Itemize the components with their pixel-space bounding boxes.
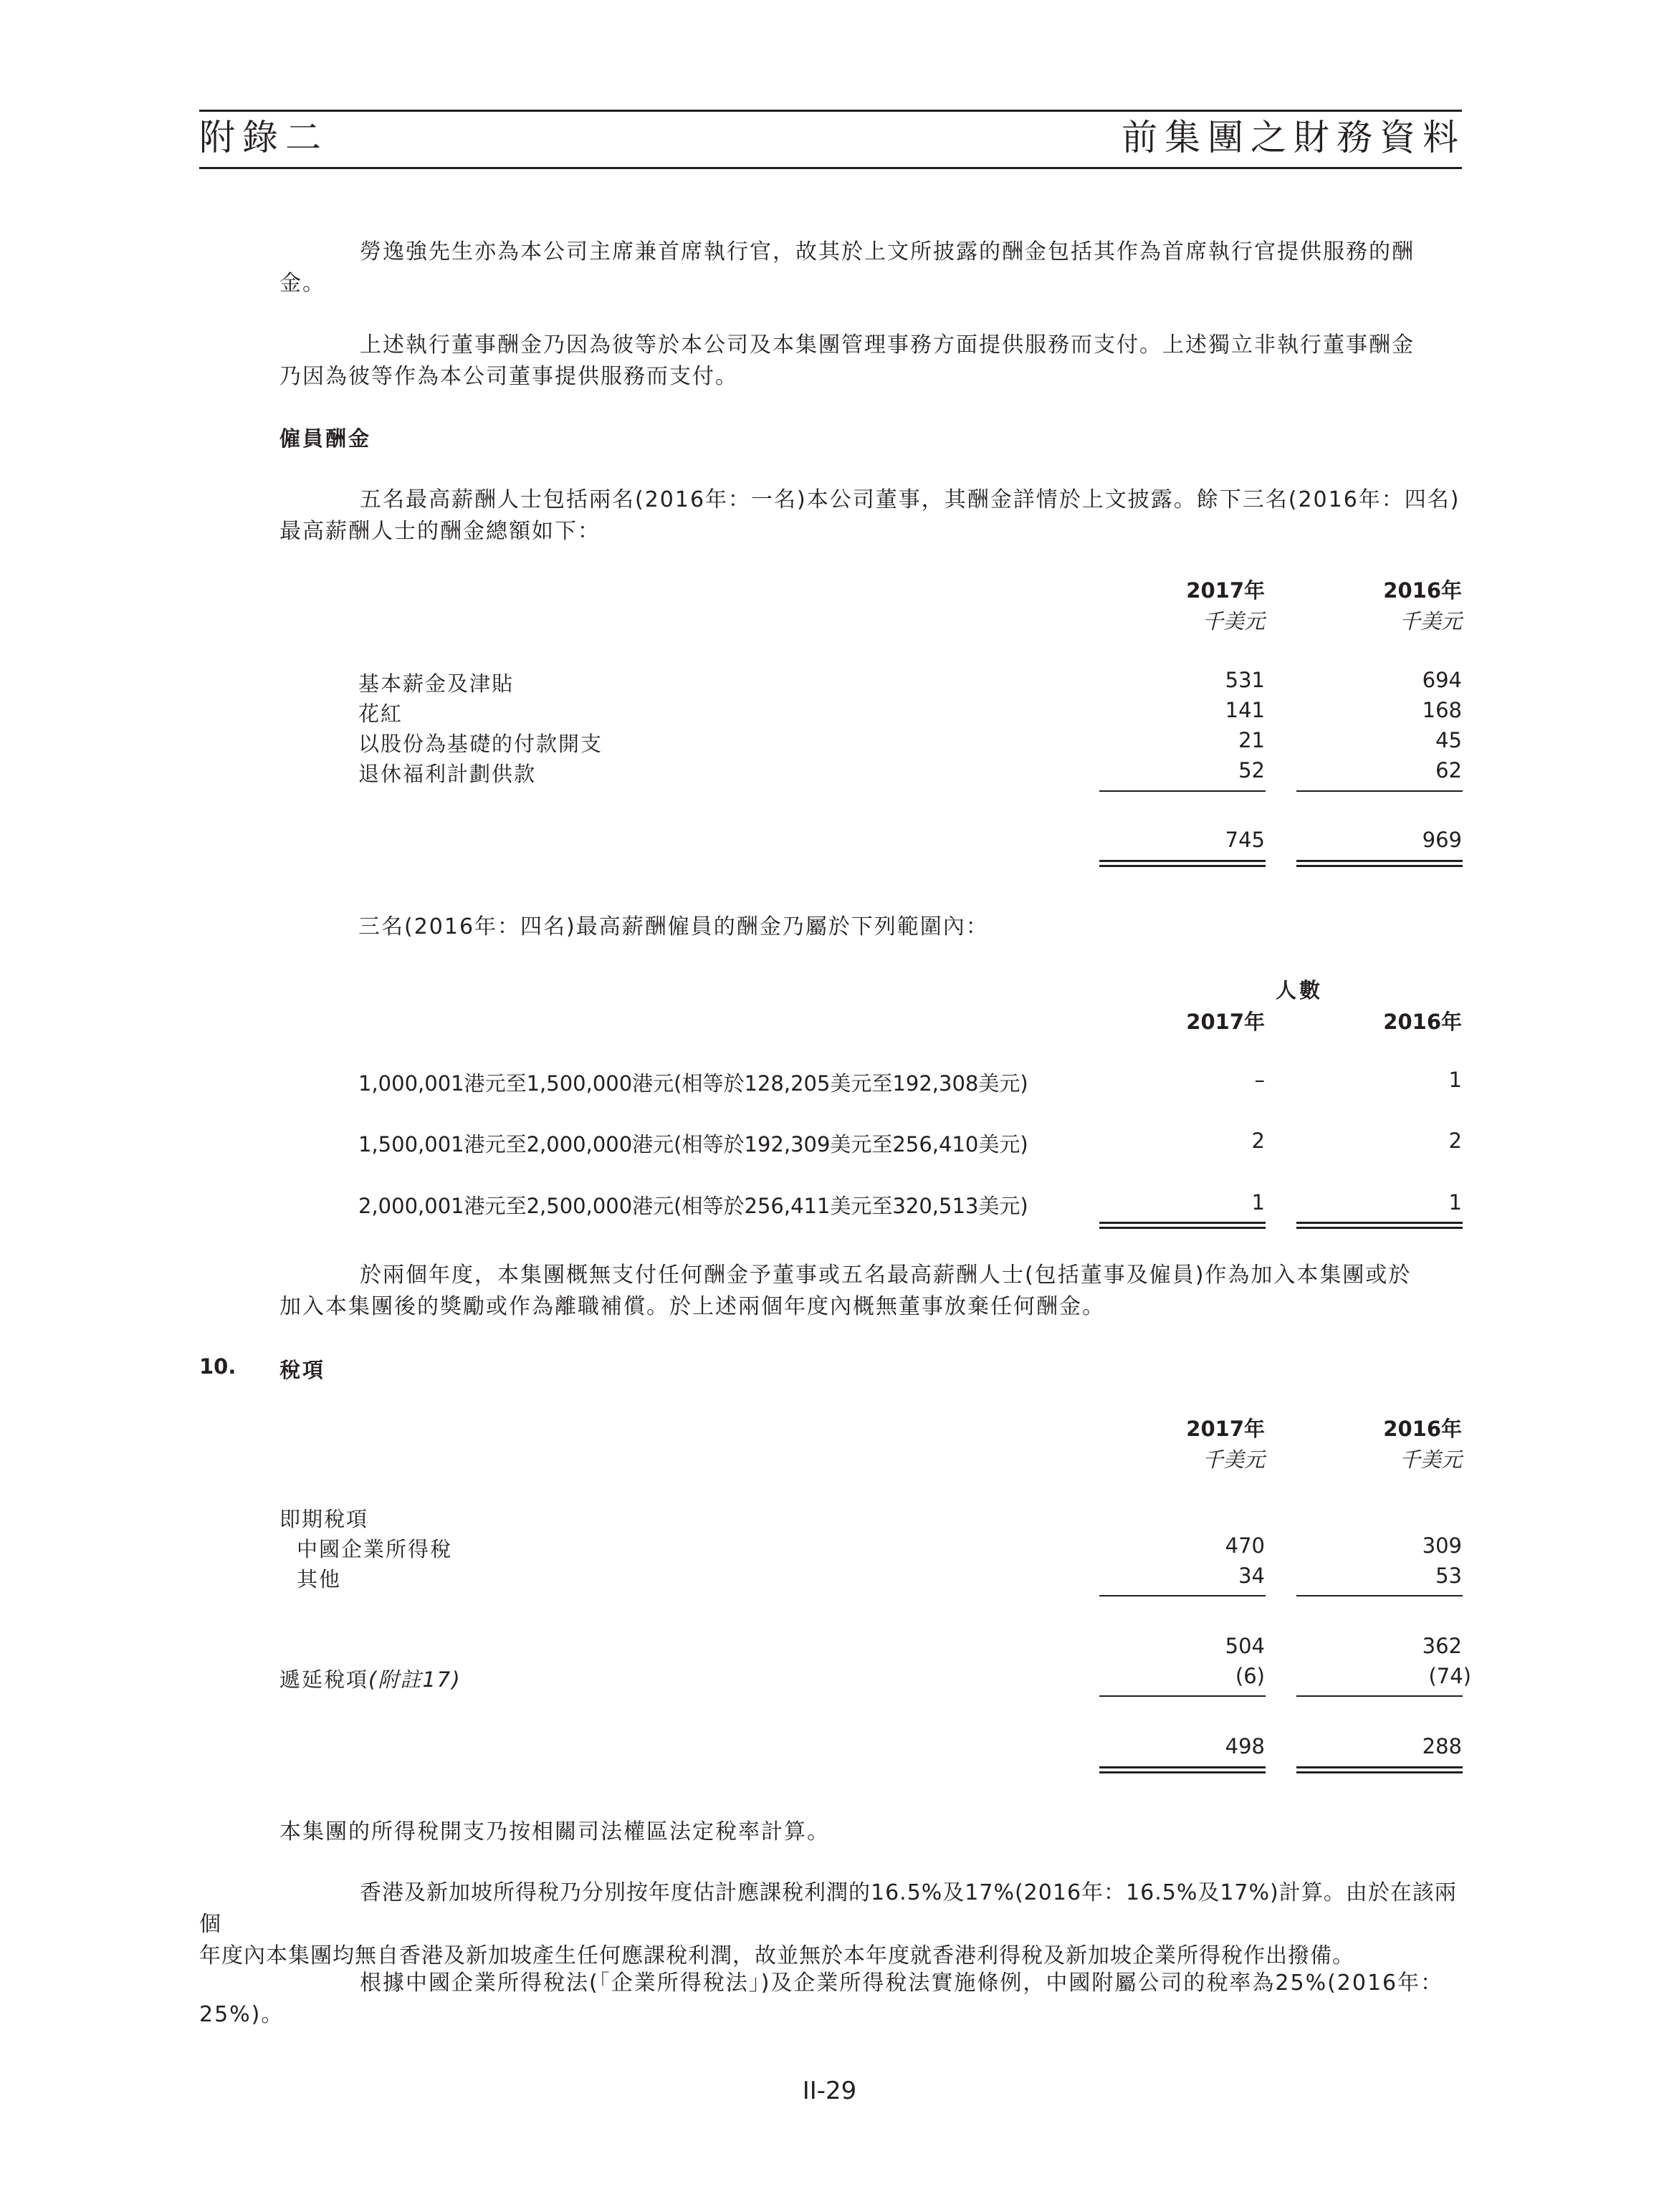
tax-subtotal-2017: 504	[1225, 1634, 1265, 1658]
table-cell: 141	[1225, 698, 1265, 722]
table-cell: 45	[1435, 728, 1462, 752]
deferred-tax-note-ref[interactable]: (附註17)	[368, 1667, 462, 1692]
subtotal-rule	[1296, 1595, 1463, 1596]
table-cell: 1	[1448, 1068, 1462, 1092]
emoluments-total-2017: 745	[1225, 828, 1265, 852]
appendix-title: 附錄二	[199, 117, 328, 158]
total-double-rule	[1296, 860, 1463, 867]
paragraph-statutory-rates: 本集團的所得稅開支乃按相關司法權區法定稅率計算。	[279, 1819, 830, 1844]
table-row-label: 以股份為基礎的付款開支	[358, 732, 603, 756]
subtotal-rule	[1296, 1695, 1463, 1697]
section-heading-taxation: 稅項	[279, 1358, 326, 1382]
tax-total-2017: 498	[1225, 1734, 1265, 1758]
paragraph-hk-singapore-tax: 香港及新加坡所得稅乃分別按年度估計應課稅利潤的16.5%及17%(2016年：16.5%及17%)計算。由於在該兩個 年度內本集團均無自香港及新加坡產生任何應課稅利潤，故並無於本年度就香港利得稅及新加坡企業所得稅作出撥備。	[199, 1880, 1457, 1968]
paragraph-highest-paid: 五名最高薪酬人士包括兩名(2016年：一名)本公司董事，其酬金詳情於上文披露。餘下三名(2016年：四名) 最高薪酬人士的酬金總額如下：	[279, 487, 1460, 544]
table-cell: 34	[1238, 1564, 1265, 1588]
emoluments-unit-2017: 千美元	[1202, 609, 1265, 633]
table-row-label: 退休福利計劃供款	[358, 762, 537, 786]
tax-total-2016: 288	[1422, 1734, 1462, 1758]
tax-deferred-2017: (6)	[1235, 1664, 1265, 1688]
paragraph-ceo-note: 勞逸強先生亦為本公司主席兼首席執行官，故其於上文所披露的酬金包括其作為首席執行官提供服務的酬 金。	[279, 239, 1415, 296]
paragraph-bands-intro: 三名(2016年：四名)最高薪酬僱員的酬金乃屬於下列範圍內：	[358, 914, 989, 939]
table-cell: 694	[1422, 668, 1462, 692]
table-cell: 531	[1225, 668, 1265, 692]
table-cell: 2	[1251, 1129, 1265, 1153]
bands-col-2017: 2017年	[1186, 1010, 1265, 1034]
subheading-employee-emoluments: 僱員酬金	[279, 426, 372, 451]
table-row-label: 2,000,001港元至2,500,000港元(相等於256,411美元至320,513美元)	[358, 1194, 1028, 1218]
tax-deferred-2016: (74)	[1428, 1664, 1471, 1688]
total-double-rule	[1296, 1766, 1463, 1773]
table-cell: 470	[1225, 1533, 1265, 1558]
header-bottom-rule	[199, 167, 1462, 169]
table-cell: 2	[1448, 1129, 1462, 1153]
emoluments-total-2016: 969	[1422, 828, 1462, 852]
page-number: II-29	[802, 2077, 857, 2105]
table-cell: 1	[1251, 1190, 1265, 1215]
section-title: 前集團之財務資料	[1122, 117, 1466, 158]
paragraph-no-inducement: 於兩個年度，本集團概無支付任何酬金予董事或五名最高薪酬人士(包括董事及僱員)作為加入本集團或於 加入本集團後的獎勵或作為離職補償。於上述兩個年度內概無董事放棄任何酬金。	[279, 1263, 1412, 1319]
table-cell: 21	[1238, 728, 1265, 752]
current-tax-label: 即期稅項	[279, 1507, 369, 1531]
tax-col-2017: 2017年	[1186, 1417, 1265, 1441]
total-double-rule	[1099, 1222, 1266, 1229]
paragraph-director-emoluments: 上述執行董事酬金乃因為彼等於本公司及本集團管理事務方面提供服務而支付。上述獨立非執行董事酬金 乃因為彼等作為本公司董事提供服務而支付。	[279, 332, 1415, 389]
subtotal-rule	[1296, 790, 1463, 792]
bands-col-2016: 2016年	[1383, 1010, 1462, 1034]
total-double-rule	[1296, 1222, 1463, 1229]
tax-subtotal-2016: 362	[1422, 1634, 1462, 1658]
section-number: 10.	[199, 1354, 236, 1379]
paragraph-prc-eit: 根據中國企業所得稅法(「企業所得稅法」)及企業所得稅法實施條例，中國附屬公司的稅率為25%(2016年： 25%)。	[199, 1971, 1444, 2027]
tax-unit-2016: 千美元	[1399, 1447, 1462, 1472]
tax-unit-2017: 千美元	[1202, 1447, 1265, 1472]
header-top-rule	[199, 110, 1462, 112]
emoluments-col-2016: 2016年	[1383, 578, 1462, 603]
table-row-label: 其他	[297, 1567, 342, 1591]
subtotal-rule	[1099, 790, 1266, 792]
table-row-label: 1,000,001港元至1,500,000港元(相等於128,205美元至192,308美元)	[358, 1071, 1028, 1096]
table-cell: 53	[1435, 1564, 1462, 1588]
emoluments-col-2017: 2017年	[1186, 578, 1265, 603]
emoluments-unit-2016: 千美元	[1399, 609, 1462, 633]
table-row-label: 基本薪金及津貼	[358, 671, 515, 696]
total-double-rule	[1099, 860, 1266, 867]
subtotal-rule	[1099, 1595, 1266, 1596]
table-cell: 52	[1238, 758, 1265, 782]
table-row-label: 花紅	[358, 702, 403, 726]
table-cell: 168	[1422, 698, 1462, 722]
tax-col-2016: 2016年	[1383, 1417, 1462, 1441]
table-row-label: 中國企業所得稅	[297, 1537, 453, 1561]
table-cell: 309	[1422, 1533, 1462, 1558]
table-cell: 62	[1435, 758, 1462, 782]
bands-group-header: 人數	[1276, 978, 1324, 1002]
deferred-tax-label: 遞延稅項(附註17)	[279, 1667, 462, 1692]
table-row-label: 1,500,001港元至2,000,000港元(相等於192,309美元至256,410美元)	[358, 1132, 1028, 1157]
total-double-rule	[1099, 1766, 1266, 1773]
table-cell: –	[1254, 1068, 1265, 1092]
subtotal-rule	[1099, 1695, 1266, 1697]
table-cell: 1	[1448, 1190, 1462, 1215]
